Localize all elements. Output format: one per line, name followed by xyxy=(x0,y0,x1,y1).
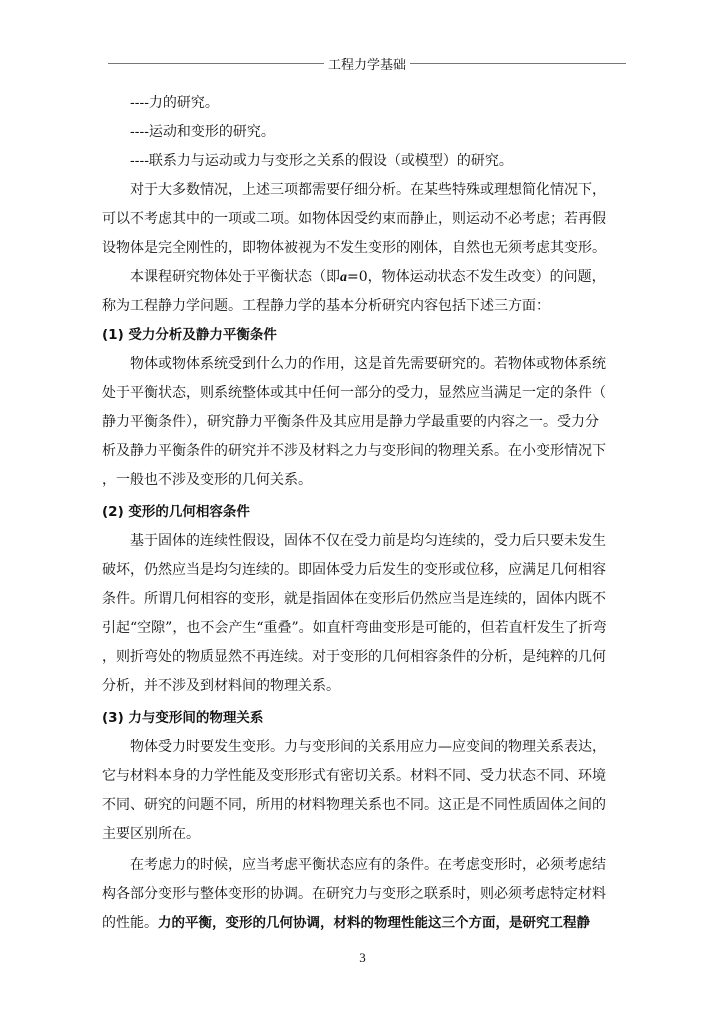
paragraph-line: 引起“空隙”，也不会产生“重叠”。如直杆弯曲变形是可能的，但若直杆发生了折弯 xyxy=(102,620,607,636)
paragraph-line: ，则折弯处的物质显然不再连续。对于变形的几何相容条件的分析，是纯粹的几何 xyxy=(102,649,606,665)
page-header xyxy=(108,52,626,74)
paragraph-line: 分析，并不涉及到材料间的物理关系。 xyxy=(102,678,340,694)
list-line-force: ----力的研究。 xyxy=(130,95,219,111)
section-heading-2: (2) 变形的几何相容条件 xyxy=(102,504,250,520)
list-line-motion: ----运动和变形的研究。 xyxy=(130,124,275,140)
paragraph-line: 设物体是完全刚性的，即物体被视为不发生变形的刚体，自然也无须考虑其变形。 xyxy=(102,240,606,256)
header-rule-right xyxy=(410,63,626,64)
paragraph-line: 破坏，仍然应当是均匀连续的。即固体受力后发生的变形或位移，应满足几何相容 xyxy=(102,562,606,578)
paragraph-line: 基于固体的连续性假设，固体不仅在受力前是均匀连续的，受力后只要未发生 xyxy=(130,533,606,549)
paragraph-line: 构各部分变形与整体变形的协调。在研究力与变形之联系时，则必须考虑特定材料 xyxy=(102,886,606,902)
paragraph-line: 可以不考虑其中的一项或二项。如物体因受约束而静止，则运动不必考虑；若再假 xyxy=(102,211,606,227)
paragraph-line: 条件。所谓几何相容的变形，就是指固体在变形后仍然应当是连续的，固体内既不 xyxy=(102,591,606,607)
text-span: 的性能。 xyxy=(102,915,158,931)
bold-emphasis: 力的平衡，变形的几何协调，材料的物理性能这三个方面，是研究工程静 xyxy=(158,915,590,931)
paragraph-line: 静力平衡条件），研究静力平衡条件及其应用是静力学最重要的内容之一。受力分 xyxy=(102,414,599,430)
page-number: 3 xyxy=(359,950,366,965)
header-title: 工程力学基础 xyxy=(328,57,407,73)
paragraph-line: 称为工程静力学问题。工程静力学的基本分析研究内容包括下述三方面： xyxy=(102,298,550,314)
list-line-assumption: ----联系力与运动或力与变形之关系的假设（或模型）的研究。 xyxy=(130,153,513,169)
paragraph-line: 析及静力平衡条件的研究并不涉及材料之力与变形间的物理关系。在小变形情况下 xyxy=(102,443,606,459)
paragraph-line: 物体或物体系统受到什么力的作用，这是首先需要研究的。若物体或物体系统 xyxy=(130,356,606,372)
paragraph-line: 它与材料本身的力学性能及变形形式有密切关系。材料不同、受力状态不同、环境 xyxy=(102,768,606,784)
paragraph-line: 处于平衡状态，则系统整体或其中任何一部分的受力，显然应当满足一定的条件（ xyxy=(102,385,606,401)
header-rule-left xyxy=(108,63,324,64)
paragraph-line: 主要区别所在。 xyxy=(102,826,200,842)
section-heading-1: (1) 受力分析及静力平衡条件 xyxy=(102,327,277,343)
paragraph-line-equation xyxy=(130,268,660,287)
text-span: 本课程研究物体处于平衡状态（即 xyxy=(130,269,340,285)
text-span: =0，物体运动状态不发生改变）的问题， xyxy=(347,269,606,285)
paragraph-line: 在考虑力的时候，应当考虑平衡状态应有的条件。在考虑变形时，必须考虑结 xyxy=(130,857,606,873)
paragraph-line-emphasis xyxy=(102,914,632,932)
paragraph-line: ，一般也不涉及变形的几何关系。 xyxy=(102,472,312,488)
section-heading-3: (3) 力与变形间的物理关系 xyxy=(102,710,264,726)
paragraph-line: 不同、研究的问题不同，所用的材料物理关系也不同。这正是不同性质固体之间的 xyxy=(102,797,606,813)
paragraph-line: 物体受力时要发生变形。力与变形间的关系用应力—应变间的物理关系表达， xyxy=(130,739,606,755)
paragraph-line: 对于大多数情况，上述三项都需要仔细分析。在某些特殊或理想简化情况下， xyxy=(130,182,606,198)
math-variable: a xyxy=(340,270,347,285)
